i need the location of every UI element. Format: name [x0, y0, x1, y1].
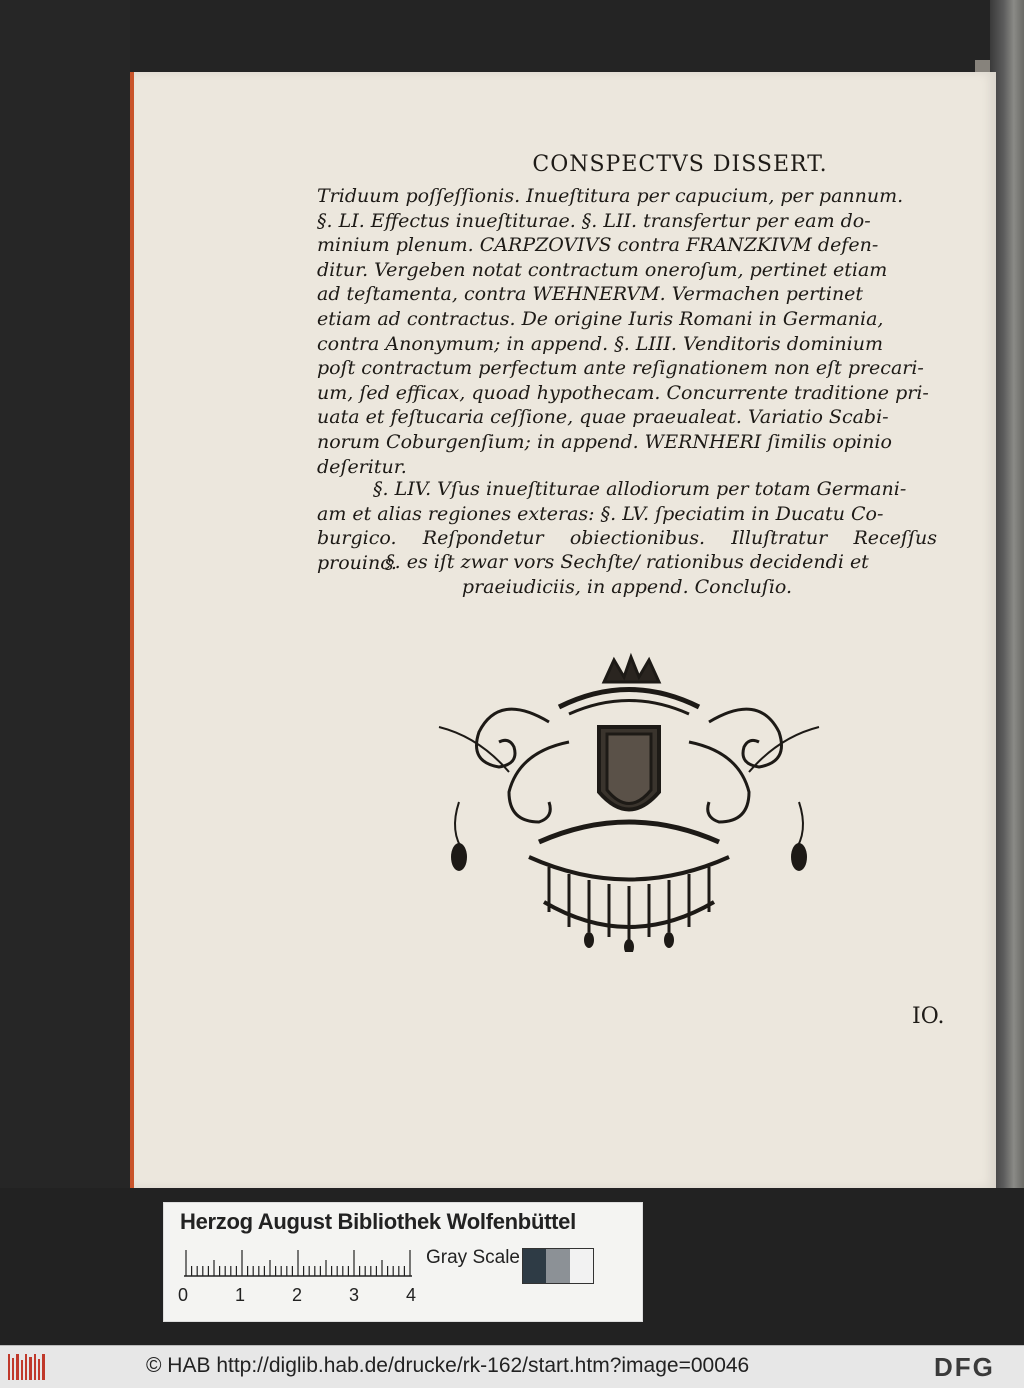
ruler-number: 3: [349, 1285, 360, 1305]
ruler-scale: [184, 1248, 414, 1278]
barcode-icon: [8, 1354, 48, 1380]
swatch-mid: [546, 1249, 569, 1283]
text-line: §. LIV. Vſus inueſtiturae allodiorum per totam Germani-: [373, 478, 907, 500]
text-line: am et alias regiones exteras: §. LV. ſpeciatim in Ducatu Co-: [317, 502, 884, 525]
text-line: um, ſed efficax, quoad hypothecam. Concurrente traditione pri-: [317, 381, 929, 404]
copyright-link[interactable]: © HAB http://diglib.hab.de/drucke/rk-162/start.htm?image=00046: [146, 1354, 750, 1377]
text-line: ditur. Vergeben notat contractum oneroſum, pertinet etiam: [317, 258, 888, 281]
text-line: uata et feſtucaria ceſſione, quae praeualeat. Variatio Scabi-: [317, 406, 889, 429]
book-page: [130, 72, 996, 1188]
paragraph-3: [317, 550, 937, 599]
ruler-number: 0: [178, 1285, 189, 1305]
scan-background-top: [0, 0, 1024, 72]
running-head: CONSPECTVS DISSERT.: [532, 152, 828, 177]
footer-bar: [0, 1345, 1024, 1388]
text-line: poſt contractum perfectum ante reſignationem non eſt precari-: [317, 357, 924, 380]
ruler-number: 2: [292, 1285, 303, 1305]
gray-scale-swatch: [522, 1248, 594, 1284]
vignette-ornament: [419, 652, 839, 952]
ruler-number: 4: [406, 1285, 417, 1305]
library-name: Herzog August Bibliothek Wolfenbüttel: [180, 1209, 576, 1234]
text-line: Triduum poſſeſſionis. Inueſtitura per capucium, per pannum.: [317, 185, 904, 207]
text-line: deſeritur.: [317, 455, 407, 478]
text-line: praeiudiciis, in append. Concluſio.: [461, 575, 793, 598]
text-line: ad teſtamenta, contra WEHNERVM. Vermachen pertinet: [317, 283, 864, 306]
text-line: §. LI. Effectus inueſtiturae. §. LII. transfertur per eam do-: [317, 209, 871, 232]
text-line: §. es iſt zwar vors Sechſte/ rationibus decidendi et: [385, 551, 869, 573]
text-line: burgico. Reſpondetur obiectionibus. Illuſtratur Receſſus prouinc.: [317, 527, 937, 574]
color-calibration-card: [163, 1202, 643, 1322]
gray-scale-label: Gray Scale: [426, 1247, 520, 1268]
text-line: contra Anonymum; in append. §. LIII. Venditoris dominium: [317, 332, 883, 355]
dfg-logo: DFG: [934, 1352, 995, 1382]
scan-background-left: [0, 0, 130, 1345]
ruler-number: 1: [235, 1285, 246, 1305]
text-line: minium plenum. CARPZOVIVS contra FRANZKIVM defen-: [317, 234, 879, 257]
text-line: norum Coburgenſium; in append. WERNHERI ſimilis opinio: [317, 430, 892, 453]
page-number: IO.: [912, 1004, 945, 1029]
paragraph-1: [317, 184, 937, 479]
swatch-light: [570, 1249, 593, 1283]
text-line: etiam ad contractus. De origine Iuris Romani in Germania,: [317, 307, 884, 330]
swatch-dark: [523, 1249, 546, 1283]
